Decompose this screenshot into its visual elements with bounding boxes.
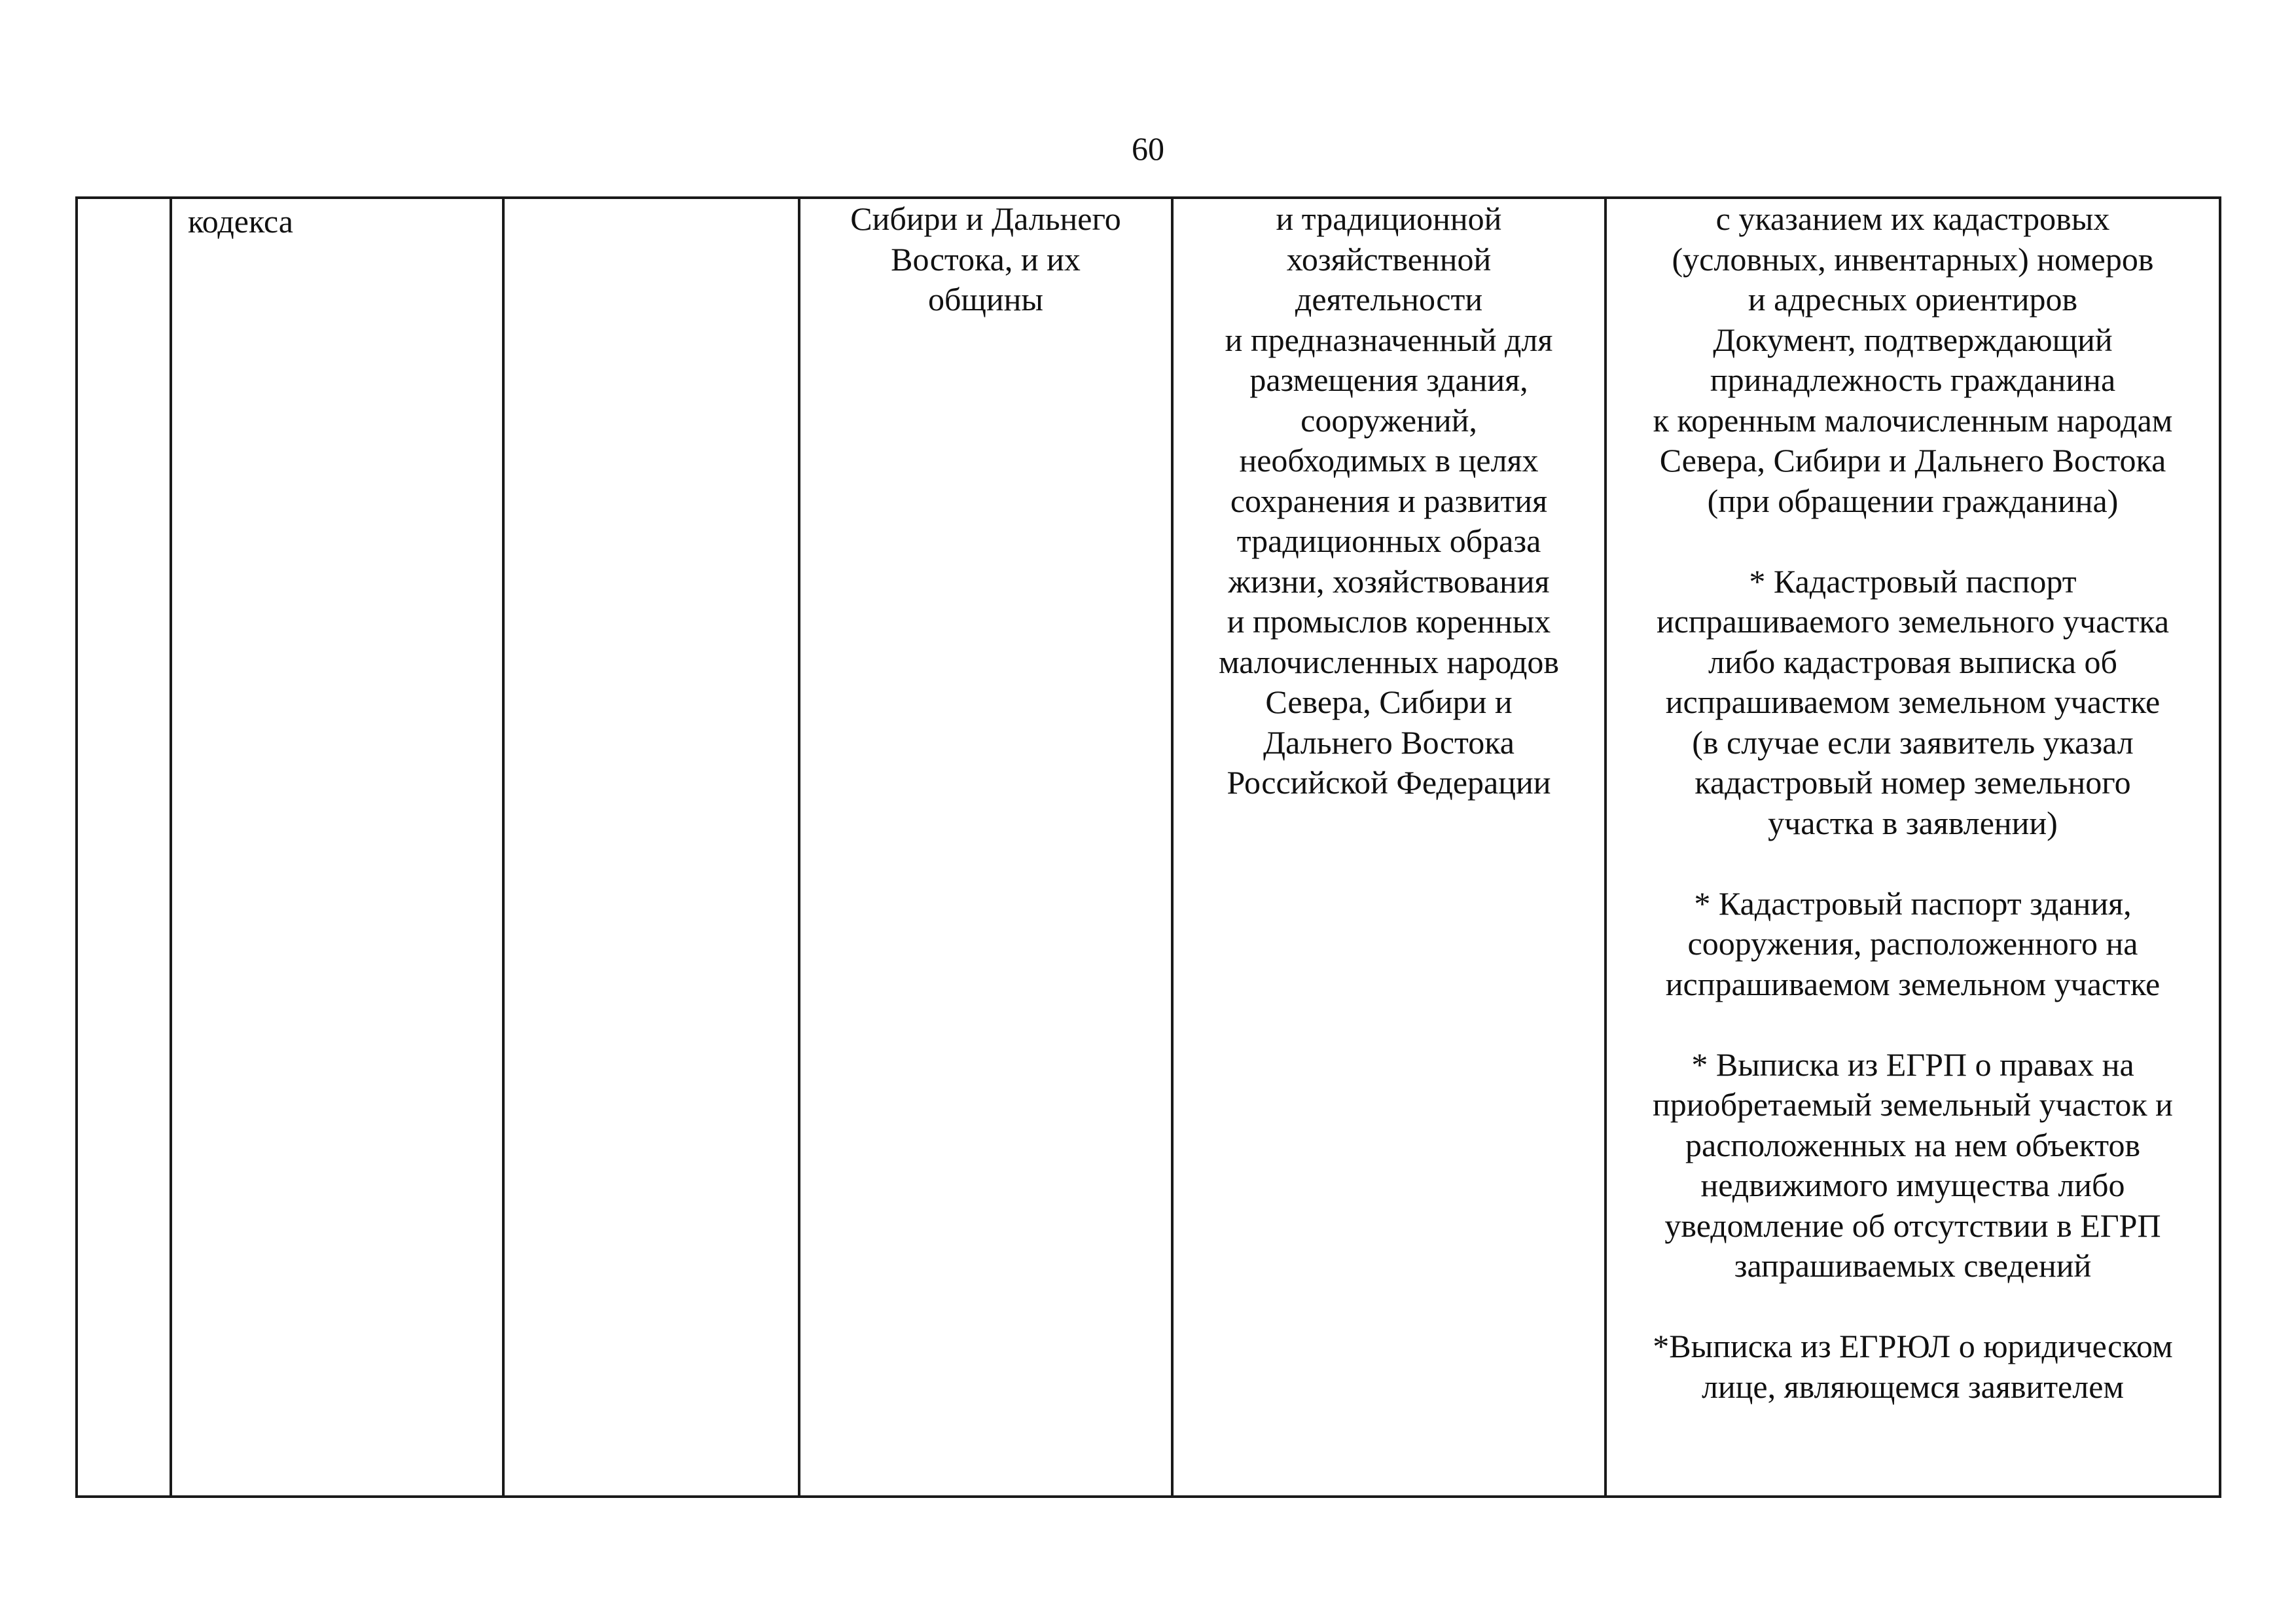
cell-text-applicant: Сибири и Дальнего Востока, и их общины [850,200,1121,318]
table-cell-documents [1605,198,2220,1497]
table-cell-empty [503,198,799,1497]
table-cell-legal-basis [171,198,503,1497]
table-row [77,198,2220,1497]
page-number: 60 [1132,130,1164,167]
cell-text-documents: с указанием их кадастровых (условных, инвентарных) номеров и адресных ориентиров Документ, подтверждающий принадлежность гражданина к коренным малочисленным народам Севера, Сибири и Дальнего Востока (при обращении гражданина) * Кадастровый паспорт испрашиваемого земельного участка либо кадастровая выписка об испрашиваемом земельном участке (в случае если заявитель указал кадастровый номер земельного участка в заявлении) * Кадастровый паспорт здания, сооружения, расположенного на испрашиваемом земельном участке * Выписка из ЕГРП о правах на приобретаемый земельный участок и расположенных на нем объектов недвижимого имущества либо уведомление об отсутствии в ЕГРП запрашиваемых сведений *Выписка из ЕГРЮЛ о юридическом лице, являющемся заявителем [1653,200,2173,1405]
table-cell-number [77,198,171,1497]
cell-text-legal-basis: кодекса [188,203,293,240]
table-cell-applicant [799,198,1172,1497]
cell-text-land-purpose: и традиционной хозяйственной деятельности и предназначенный для размещения здания, сооружений, необходимых в целях сохранения и развития традиционных образа жизни, хозяйствования и промыслов коренных малочисленных народов Севера, Сибири и Дальнего Востока Российской Федерации [1219,200,1559,801]
table-cell-land-purpose [1172,198,1605,1497]
requirements-table [75,196,2221,1498]
